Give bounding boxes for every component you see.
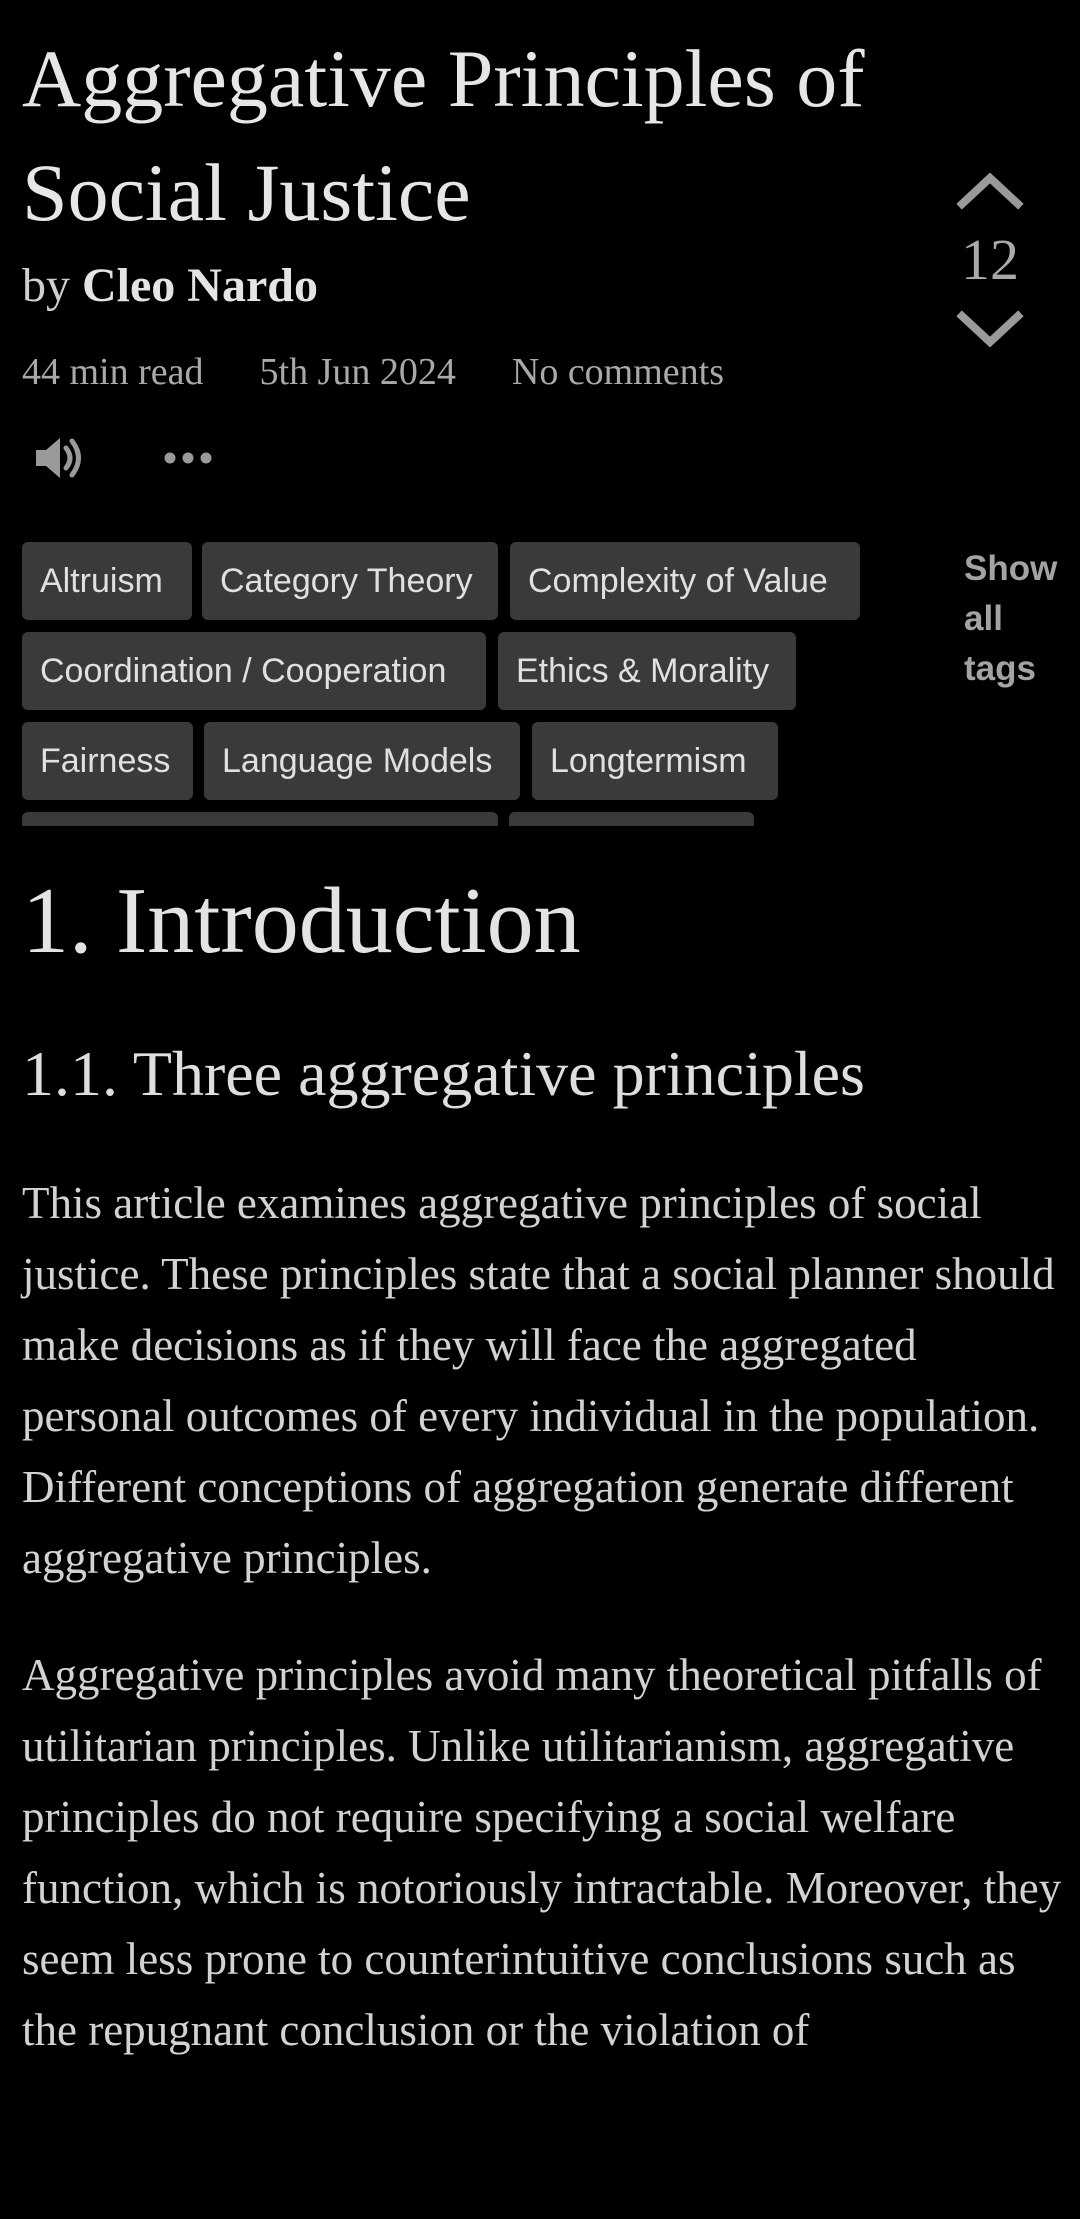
tag-chip[interactable]: Fairness <box>22 722 193 800</box>
post-tools <box>28 428 228 488</box>
vote-widget <box>940 160 1040 360</box>
vote-score: 12 <box>961 227 1019 292</box>
tag-chip[interactable]: Coordination / Cooperation <box>22 632 486 710</box>
speaker-icon <box>30 428 90 488</box>
tag-chip[interactable]: Category Theory <box>202 542 498 620</box>
chevron-up-icon <box>940 160 1040 220</box>
post-body <box>22 858 1062 2066</box>
more-options-button[interactable] <box>156 428 220 488</box>
body-paragraph: Aggregative principles avoid many theoretical pitfalls of utilitarian principles. Unlike utilitarianism, aggregative principles do not require specifying a social welfare function, which is notoriously intractable. Moreover, they seem less prone to counterintuitive conclusions such as the repugnant conclusion or the violation of <box>22 1650 1062 2055</box>
show-all-tags-link[interactable]: Show all tags <box>964 549 1058 688</box>
tag-chip[interactable]: Ethics & Morality <box>498 632 796 710</box>
post-date[interactable]: 5th Jun 2024 <box>259 351 456 393</box>
author-name[interactable]: Cleo Nardo <box>82 259 318 312</box>
tag-chip-partial[interactable] <box>509 812 754 826</box>
more-dots-icon <box>158 428 218 488</box>
post-meta <box>22 350 724 394</box>
tag-list <box>22 542 922 826</box>
section-heading: 1. Introduction <box>22 869 581 973</box>
byline-prefix: by <box>22 259 82 312</box>
tag-chip[interactable]: Language Models <box>204 722 520 800</box>
read-time: 44 min read <box>22 351 204 393</box>
tag-chip[interactable]: Complexity of Value <box>510 542 860 620</box>
upvote-button[interactable] <box>940 160 1040 220</box>
tag-chip-partial[interactable] <box>22 812 498 826</box>
chevron-down-icon <box>940 300 1040 360</box>
subsection-heading: 1.1. Three aggregative principles <box>22 1038 865 1109</box>
post-title: Aggregative Principles of Social Justice <box>22 33 865 238</box>
tag-chip[interactable]: Altruism <box>22 542 192 620</box>
comments-link[interactable]: No comments <box>511 351 725 393</box>
tag-chip[interactable]: Longtermism <box>532 722 778 800</box>
audio-button[interactable] <box>28 428 92 488</box>
body-paragraph: This article examines aggregative principles of social justice. These principles state that a social planner should make decisions as if they will face the aggregated personal outcomes of every individual in the population. Different conceptions of aggregation generate different aggregative principles. <box>22 1178 1055 1583</box>
downvote-button[interactable] <box>940 300 1040 360</box>
post-header <box>0 0 1080 830</box>
byline <box>22 258 318 313</box>
